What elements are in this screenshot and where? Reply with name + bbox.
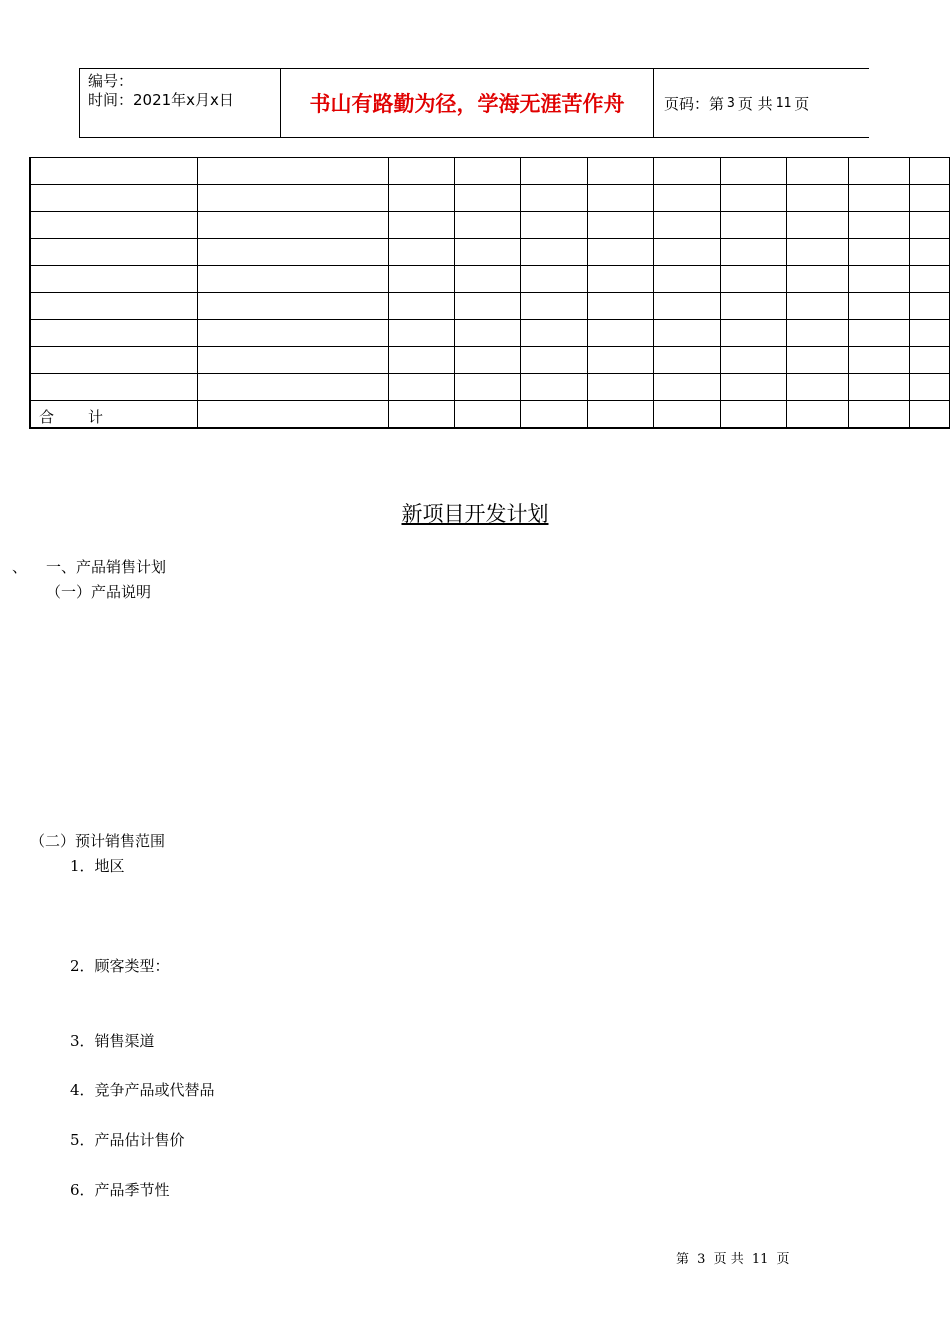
table-cell xyxy=(910,347,950,374)
table-cell xyxy=(30,212,198,239)
stray-mark: 、 xyxy=(12,558,28,576)
blank-data-table xyxy=(29,157,950,429)
table-cell xyxy=(388,401,454,428)
table-cell xyxy=(587,266,653,293)
table-cell xyxy=(654,401,720,428)
list-item: 1．地区 xyxy=(70,857,125,875)
table-cell xyxy=(720,293,786,320)
table-cell xyxy=(787,266,848,293)
table-row xyxy=(30,266,950,293)
table-cell xyxy=(198,347,388,374)
table-cell xyxy=(910,401,950,428)
table-cell xyxy=(848,401,909,428)
table-cell xyxy=(455,320,521,347)
table-cell xyxy=(720,320,786,347)
table-cell xyxy=(848,347,909,374)
table-cell xyxy=(198,158,388,185)
table-cell xyxy=(521,293,587,320)
table-cell xyxy=(587,212,653,239)
table-cell xyxy=(720,401,786,428)
table-cell xyxy=(30,293,198,320)
table-cell xyxy=(720,212,786,239)
table-body xyxy=(30,158,950,428)
table-cell xyxy=(198,293,388,320)
table-cell xyxy=(587,347,653,374)
table-cell xyxy=(848,320,909,347)
table-cell xyxy=(587,401,653,428)
page-footer xyxy=(676,1248,790,1267)
table-cell xyxy=(198,266,388,293)
table-cell xyxy=(388,212,454,239)
table-row xyxy=(30,374,950,401)
table-cell xyxy=(587,185,653,212)
table-cell xyxy=(587,320,653,347)
table-cell xyxy=(30,158,198,185)
table-cell xyxy=(198,185,388,212)
page-header xyxy=(79,68,869,138)
table-cell xyxy=(654,374,720,401)
table-cell xyxy=(521,320,587,347)
table-cell xyxy=(455,239,521,266)
header-meta xyxy=(79,69,280,137)
table-cell xyxy=(587,293,653,320)
footer-suffix: 页 xyxy=(776,1252,790,1267)
table-row xyxy=(30,158,950,185)
table-cell xyxy=(654,158,720,185)
table-cell xyxy=(455,347,521,374)
table-cell xyxy=(720,239,786,266)
table-cell xyxy=(654,293,720,320)
table-cell xyxy=(388,185,454,212)
table-cell xyxy=(720,347,786,374)
table-cell xyxy=(720,158,786,185)
table-cell xyxy=(388,266,454,293)
table-cell xyxy=(388,293,454,320)
total-label-cell xyxy=(30,401,198,428)
subsection-product-description: （一）产品说明 xyxy=(46,583,152,601)
table-cell xyxy=(654,212,720,239)
table-cell xyxy=(198,401,388,428)
footer-total: 11 xyxy=(751,1252,769,1267)
table-cell xyxy=(521,401,587,428)
table-cell xyxy=(521,239,587,266)
table-cell xyxy=(848,266,909,293)
table-cell xyxy=(848,293,909,320)
list-item: 5．产品估计售价 xyxy=(70,1131,185,1149)
document-title: 新项目开发计划 xyxy=(401,502,549,526)
subsection-sales-scope: （二）预计销售范围 xyxy=(30,832,166,850)
table-cell xyxy=(787,239,848,266)
table-cell xyxy=(521,212,587,239)
table-cell xyxy=(30,185,198,212)
table-cell xyxy=(198,212,388,239)
table-cell xyxy=(521,266,587,293)
page-mid: 页 共 xyxy=(737,94,773,113)
total-label-b: 计 xyxy=(88,407,104,426)
table-cell xyxy=(521,347,587,374)
table-cell xyxy=(787,212,848,239)
table-cell xyxy=(30,347,198,374)
footer-mid: 页 共 xyxy=(713,1252,744,1267)
table-cell xyxy=(455,293,521,320)
section-heading: 一、产品销售计划 xyxy=(46,558,167,576)
total-label-a: 合 xyxy=(39,407,55,426)
table-cell xyxy=(30,374,198,401)
table-cell xyxy=(455,212,521,239)
table-row xyxy=(30,185,950,212)
table-cell xyxy=(910,293,950,320)
table-cell xyxy=(910,266,950,293)
table-cell xyxy=(910,320,950,347)
table-cell xyxy=(720,374,786,401)
footer-current: 3 xyxy=(697,1252,706,1267)
table-cell xyxy=(30,239,198,266)
page-total: 11 xyxy=(775,95,792,111)
table-cell xyxy=(455,185,521,212)
table-cell xyxy=(848,239,909,266)
table-row xyxy=(30,320,950,347)
table-cell xyxy=(521,158,587,185)
table-row xyxy=(30,293,950,320)
table-cell xyxy=(30,266,198,293)
time-label: 时间：2021年x月x日 xyxy=(88,91,234,109)
footer-prefix: 第 xyxy=(676,1252,690,1267)
table-cell xyxy=(787,158,848,185)
table-cell xyxy=(30,320,198,347)
list-item: 6．产品季节性 xyxy=(70,1181,170,1199)
page-suffix: 页 xyxy=(794,94,810,113)
table-cell xyxy=(787,374,848,401)
table-cell xyxy=(654,185,720,212)
table-total-row xyxy=(30,401,950,428)
table-cell xyxy=(654,266,720,293)
table-cell xyxy=(521,374,587,401)
table-cell xyxy=(910,239,950,266)
table-cell xyxy=(388,158,454,185)
header-page-info xyxy=(653,69,869,137)
table-cell xyxy=(654,320,720,347)
table-cell xyxy=(787,320,848,347)
table-row xyxy=(30,347,950,374)
page-prefix: 页码：第 xyxy=(664,94,725,113)
table-cell xyxy=(848,185,909,212)
table-cell xyxy=(720,185,786,212)
number-label: 编号： xyxy=(88,72,134,90)
table-cell xyxy=(848,374,909,401)
table-cell xyxy=(848,212,909,239)
table-cell xyxy=(388,374,454,401)
table-cell xyxy=(587,239,653,266)
table-cell xyxy=(720,266,786,293)
table-cell xyxy=(198,239,388,266)
table-cell xyxy=(455,266,521,293)
table-cell xyxy=(910,374,950,401)
page-current: 3 xyxy=(727,95,735,111)
table-cell xyxy=(654,239,720,266)
table-cell xyxy=(654,347,720,374)
table-cell xyxy=(787,401,848,428)
table-cell xyxy=(455,158,521,185)
table-cell xyxy=(787,347,848,374)
table-cell xyxy=(787,293,848,320)
table-cell xyxy=(787,185,848,212)
table-cell xyxy=(848,158,909,185)
table-cell xyxy=(455,401,521,428)
table-cell xyxy=(910,158,950,185)
table-row xyxy=(30,212,950,239)
table-cell xyxy=(388,320,454,347)
table-cell xyxy=(910,212,950,239)
table-cell xyxy=(587,374,653,401)
list-item: 3．销售渠道 xyxy=(70,1032,155,1050)
table-cell xyxy=(198,374,388,401)
list-item: 4．竞争产品或代替品 xyxy=(70,1081,215,1099)
table-cell xyxy=(521,185,587,212)
table-cell xyxy=(198,320,388,347)
header-motto: 书山有路勤为径，学海无涯苦作舟 xyxy=(280,69,653,137)
table-cell xyxy=(587,158,653,185)
table-row xyxy=(30,239,950,266)
table-cell xyxy=(910,185,950,212)
table-cell xyxy=(455,374,521,401)
list-item: 2．顾客类型： xyxy=(70,957,170,975)
table-cell xyxy=(388,347,454,374)
table-cell xyxy=(388,239,454,266)
